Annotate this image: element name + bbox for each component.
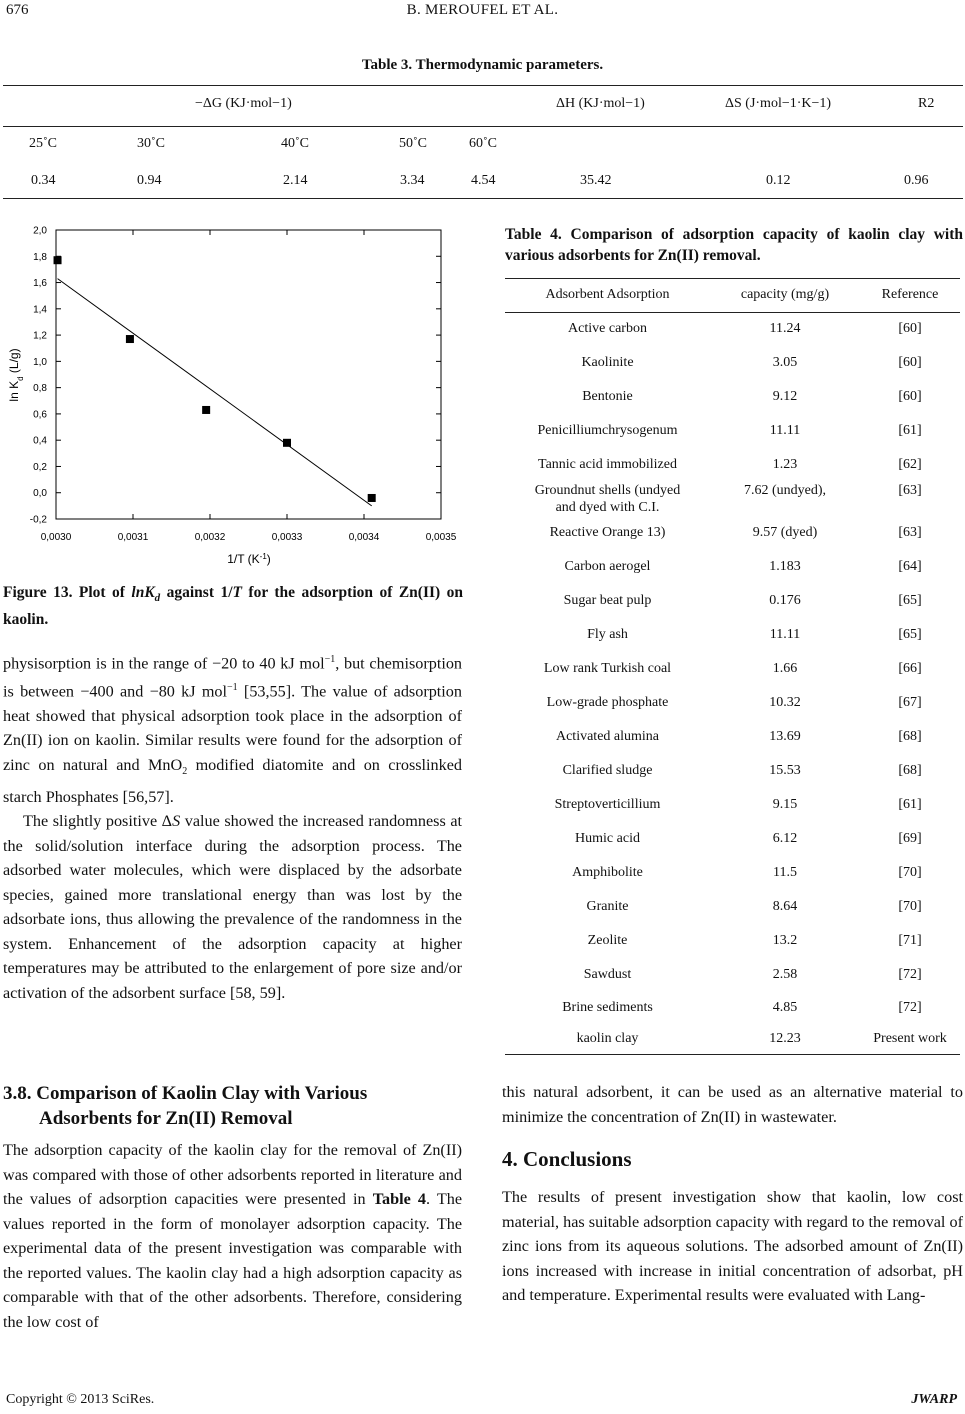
x-tick-label: 0,0030 [40,532,72,543]
table4-cell-capacity: 4.85 [772,1000,798,1015]
table4-row [505,788,960,822]
table4-cell-adsorbent: kaolin clay [576,1031,639,1046]
y-tick-label: 0,0 [33,488,47,500]
y-tick-label: 1,4 [33,304,47,316]
y-tick-label: 0,4 [33,435,47,447]
table4-cell-adsorbent: Low rank Turkish coal [543,661,672,676]
table3-head-dg: −ΔG (KJ·mol−1) [195,96,292,111]
conclusions-text [502,1185,963,1308]
table3-temp: 50˚C [399,136,427,151]
table3-head-ds: ΔS (J·mol−1·K−1) [725,96,832,111]
table4-cell-adsorbent: Tannic acid immobilized [538,457,677,472]
table4-cell-reference: [71] [898,933,922,948]
table4-header-adsorbent: Adsorbent Adsorption [545,287,670,302]
table3-temp: 30˚C [137,136,165,151]
table4-cell-adsorbent: and dyed with C.I. [555,500,660,515]
table4-row [505,312,960,346]
table4-cell-adsorbent: Penicilliumchrysogenum [537,423,678,438]
table4-row [505,346,960,380]
table4-cell-adsorbent: Humic acid [575,831,640,846]
table3-head-dh: ΔH (KJ·mol−1) [556,96,645,111]
table4-cell-capacity: 0.176 [769,593,801,608]
table4-cell-reference: [61] [898,423,922,438]
lnkd-vs-inverse-temperature-chart [0,215,480,575]
table4-cell-reference: [72] [898,1000,922,1015]
paragraph: physisorption is in the range of −20 to 40 kJ mol$^{-1}$, but chemisorption is between −400 and −80 kJ mol$^{-1}$ [53,55]. The value of adsorption heat showed that physical adsorption took place in the adsorption of Zn(II) ion on kaolin. Similar results were found for the adsorption of zinc on natural and MnO$_2$ modified diatomite and on crosslinked starch Phosphates [56,57]. [3,654,463,806]
table4-cell-adsorbent: Sawdust [583,967,632,982]
table4-row [505,618,960,652]
table3-caption: Table 3. Thermodynamic parameters. [361,57,604,73]
table4-row [505,720,960,754]
table3-head-r2: R2 [918,96,935,111]
table4-cell-adsorbent: Kaolinite [581,355,634,370]
table4-cell-capacity: 3.05 [772,355,798,370]
table4-cell-reference: [61] [898,797,922,812]
table4-cell-capacity: 9.57 (dyed) [752,525,818,540]
table4-cell-capacity: 7.62 (undyed), [743,483,827,498]
y-tick-label: 1,0 [33,356,47,368]
table3-temp: 40˚C [281,136,309,151]
table4-cell-reference: [60] [898,355,922,370]
copyright: Copyright © 2013 SciRes. [6,1392,155,1407]
table4-row [505,380,960,414]
data-point [126,335,134,343]
table4-row [505,754,960,788]
figure-caption: Figure 13. Plot of lnK$_d$ against 1/T for the adsorption of Zn(II) on kaolin. [3,584,463,629]
table4-cell-reference: [62] [898,457,922,472]
table4-cell-adsorbent: Streptoverticillium [554,797,661,812]
table4-row [505,482,960,500]
table3-dg-value: 0.94 [137,173,162,188]
table4-cell-capacity: 8.64 [772,899,798,914]
table4-cell-capacity: 1.183 [769,559,801,574]
y-tick-label: 1,6 [33,278,47,290]
paragraph: The results of present investigation show that kaolin, low cost material, has suitable adsorption capacity with regard to the removal of zinc ions from its aqueous solutions. The adsorbed amount of Zn(II) ions increased with increase in initial concentration of adsorbat, pH and temperature. Experimental results were evaluated with Lang- [502,1188,963,1304]
table4-cell-reference: [63] [898,483,922,498]
table4-cell-adsorbent: Groundnut shells (undyed [534,483,681,498]
table4-cell-capacity: 2.58 [772,967,798,982]
conclusions-heading: 4. Conclusions [502,1147,632,1171]
table4-cell-adsorbent: Active carbon [568,321,647,336]
table4-cell-capacity: 1.66 [772,661,798,676]
table3-dg-value: 2.14 [283,173,308,188]
table4-cell-adsorbent: Carbon aerogel [564,559,651,574]
table4-row [505,584,960,618]
left-body-text-section [3,1138,462,1334]
left-body-text [3,648,462,1005]
table4-cell-reference: [60] [898,321,922,336]
table4-cell-reference: [63] [898,525,922,540]
paragraph: this natural adsorbent, it can be used as an alternative material to minimize the concentration of Zn(II) in wastewater. [502,1083,963,1126]
table4-row [505,822,960,856]
table4-row [505,1024,960,1054]
table4-row [505,516,960,550]
y-axis-label: $\ln K_d$ (L/g) [7,348,25,402]
table4-cell-adsorbent: Sugar beat pulp [563,593,652,608]
table4-row [505,550,960,584]
table4-row [505,652,960,686]
table4-cell-capacity: 9.12 [772,389,798,404]
table3-dh-value: 35.42 [580,173,612,188]
table3-dg-value: 3.34 [400,173,425,188]
data-point [368,494,376,502]
table4-cell-reference: [70] [898,899,922,914]
x-tick-label: 0,0032 [194,532,226,543]
table4-cell-capacity: 11.24 [769,321,801,336]
x-tick-label: 0,0031 [117,532,149,543]
table4-cell-reference: [68] [898,763,922,778]
table4-cell-reference: [65] [898,627,922,642]
table4-row [505,992,960,1024]
table4-cell-capacity: 12.23 [769,1031,801,1046]
page-number: 676 [6,2,29,18]
table4-header-row [505,278,960,312]
table4-cell-capacity: 1.23 [772,457,798,472]
y-tick-label: 0,2 [33,461,47,473]
table4-cell-capacity: 13.2 [772,933,798,948]
y-tick-label: 0,6 [33,409,47,421]
table4-cell-capacity: 11.11 [769,423,801,438]
x-tick-label: 0,0033 [271,532,303,543]
table4-cell-reference: [70] [898,865,922,880]
table4-row [505,686,960,720]
table3-r2-value: 0.96 [904,173,929,188]
table3-ds-value: 0.12 [766,173,791,188]
x-axis-label: 1/T $(K^{-1})$ [227,551,271,566]
table4-cell-adsorbent: Amphibolite [572,865,643,880]
table3-top-rule [3,85,963,86]
table4-row [505,448,960,482]
table4-cell-capacity: 9.15 [772,797,798,812]
table4-cell-reference: [66] [898,661,922,676]
table4-row [505,924,960,958]
data-point [202,406,210,414]
fit-line [58,279,372,506]
table4-cell-adsorbent: Zeolite [587,933,628,948]
running-title: B. MEROUFEL ET AL. [406,2,559,18]
table4-row [505,856,960,890]
table4-cell-reference: [60] [898,389,922,404]
table4-cell-adsorbent: Brine sediments [562,1000,653,1015]
table4-row [505,414,960,448]
y-tick-label: 1,2 [33,330,47,342]
table4-header-reference: Reference [881,287,939,302]
data-point [54,256,62,264]
table4-cell-capacity: 15.53 [769,763,801,778]
table4-cell-adsorbent: Bentonie [582,389,633,404]
table4-cell-capacity: 13.69 [769,729,801,744]
journal-name: JWARP [911,1392,957,1407]
table4-cell-reference: [72] [898,967,922,982]
table4-cell-reference: [68] [898,729,922,744]
table4-cell-adsorbent: Activated alumina [555,729,660,744]
section-heading-3-8: 3.8. Comparison of Kaolin Clay with Various Adsorbents for Zn(II) Removal [3,1083,368,1129]
table3-head-rule [3,126,963,127]
table4-cell-reference: [69] [898,831,922,846]
table3-dg-value: 0.34 [31,173,56,188]
table4-cell-adsorbent: Low-grade phosphate [546,695,669,710]
table4-cell-reference: Present work [873,1031,947,1046]
table4-cell-reference: [67] [898,695,922,710]
data-point [283,439,291,447]
table4-row [505,500,960,516]
table4-row [505,890,960,924]
table3-temp: 25˚C [29,136,57,151]
x-tick-label: 0,0034 [348,532,380,543]
paragraph: The adsorption capacity of the kaolin clay for the removal of Zn(II) was compared with those of other adsorbents reported in literature and the values of adsorption capacities were presented in Table 4. The values reported in the form of monolayer adsorption capacity. The experimental data of the present investigation was comparable with the reported values. The kaolin clay had a high adsorption capacity as comparable with that of the other adsorbents. Therefore, considering the low cost of [3,1141,463,1331]
table4-cell-adsorbent: Granite [586,899,629,914]
x-tick-label: 0,0035 [425,532,457,543]
right-body-text [502,1080,963,1129]
table4-caption: Table 4. Comparison of adsorption capacity of kaolin clay with various adsorbents for Zn(II) removal. [505,226,963,264]
table4-cell-adsorbent: Clarified sludge [562,763,653,778]
table4-cell-reference: [64] [898,559,922,574]
table4-cell-capacity: 10.32 [769,695,801,710]
table4-header-capacity: capacity (mg/g) [740,287,830,302]
table4-cell-capacity: 11.11 [769,627,801,642]
table4-cell-adsorbent: Reactive Orange 13) [549,525,666,540]
table3-bottom-rule [3,198,963,199]
y-tick-label: -0,2 [29,514,47,526]
table3-dg-value: 4.54 [471,173,496,188]
table3-temp: 60˚C [469,136,497,151]
table4-cell-capacity: 11.5 [773,865,797,880]
table4-cell-adsorbent: Fly ash [587,627,628,642]
table4-bottom-rule [505,1054,960,1055]
paragraph: The slightly positive ΔS value showed the increased randomness at the solid/solution interface during the adsorption process. The adsorbed water molecules, which were displaced by the adsorbate species, gained more translational energy than was lost by the adsorbate ions, thus allowing the prevalence of the randomness in the system. Enhancement of the adsorption capacity at higher temperatures may be attributed to the enlargement of pore size and/or activation of the adsorbent surface [58, 59]. [3,812,462,1002]
y-tick-label: 2,0 [33,225,47,237]
plot-frame [56,230,441,519]
table4-row [505,958,960,992]
table4-cell-capacity: 6.12 [772,831,798,846]
table4-cell-reference: [65] [898,593,922,608]
y-tick-label: 0,8 [33,383,47,395]
y-tick-label: 1,8 [33,251,47,263]
